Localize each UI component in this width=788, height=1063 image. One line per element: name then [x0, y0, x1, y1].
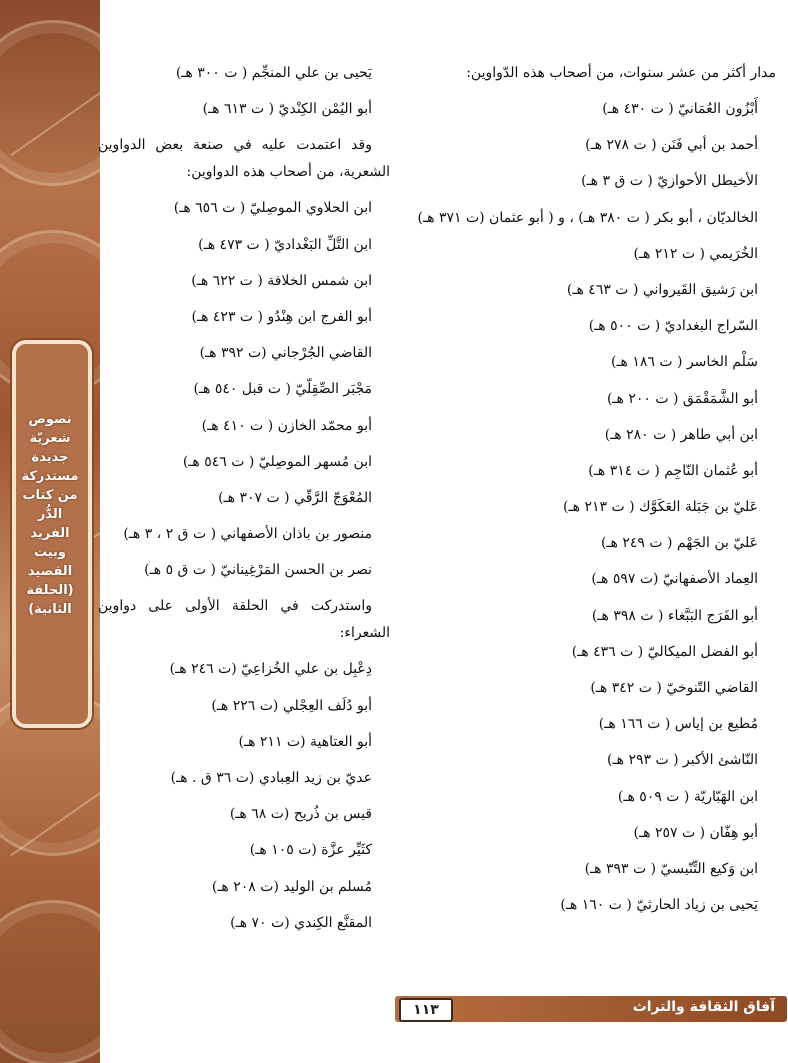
poet-entry: يَحيى بن علي المنجِّم ( ت ٣٠٠ هـ) — [175, 65, 372, 81]
poet-list — [404, 96, 776, 919]
poet-entry: ابن مُسهر الموصِليّ ( ت ٥٤٦ هـ) — [182, 453, 372, 470]
poet-entry: كثَيِّر عزَّة (ت ١٠٥ هـ) — [249, 842, 372, 859]
poet-entry: أبو الفَرَج البَبَّغاء ( ت ٣٩٨ هـ) — [591, 607, 758, 624]
paragraph: وقد اعتمدت عليه في صنعة بعض الدواوين الشعرية، من أصحاب هذه الدواوين: — [98, 137, 390, 181]
section-title-line: من كتاب — [22, 488, 78, 503]
poet-entry: عَليّ بن جَبَلة العَكَوَّك ( ت ٢١٣ هـ) — [563, 499, 758, 516]
poet-list — [98, 195, 390, 584]
section-title-line: مستدركة — [21, 469, 79, 484]
poet-entry: أبو الفضل الميكاليّ ( ت ٤٣٦ هـ) — [571, 643, 758, 660]
poet-entry: مُطيع بن إياس ( ت ١٦٦ هـ) — [598, 716, 758, 733]
intro-paragraph: مدار أكثر من عشر سنوات، من أصحاب هذه الدّواوين: — [466, 65, 776, 81]
section-title-line: القصيد — [27, 564, 73, 579]
poet-list — [98, 656, 390, 936]
poet-entry: أبو هِفّان ( ت ٢٥٧ هـ) — [633, 824, 758, 841]
left-column — [98, 60, 390, 946]
poet-entry: يَحيى بن زياد الحارثيّ ( ت ١٦٠ هـ) — [560, 897, 758, 914]
page-number: ١١٣ — [399, 998, 453, 1022]
poet-entry: المُعْوَجّ الرَّقّي ( ت ٣٠٧ هـ) — [218, 489, 372, 506]
section-title — [16, 410, 84, 619]
section-title-line: وبيت — [33, 545, 67, 560]
poet-entry: نصر بن الحسن المَرْغِينانيّ ( ت ق ٥ هـ) — [144, 562, 372, 579]
poet-entry: العِماد الأصفهانيّ (ت ٥٩٧ هـ) — [591, 571, 758, 588]
poet-entry: أحمد بن أبي فَنَن ( ت ٢٧٨ هـ) — [585, 137, 758, 154]
poet-entry: ابن الهَبّاريّة ( ت ٥٠٩ هـ) — [617, 788, 758, 805]
poet-entry: أبو دُلَف العِجْلي (ت ٢٢٦ هـ) — [211, 697, 372, 714]
poet-entry: منصور بن باذان الأصفهاني ( ت ق ٢ ، ٣ هـ) — [123, 526, 372, 543]
poet-entry: دِعْبِل بن علي الخُزاعِيّ (ت ٢٤٦ هـ) — [169, 661, 372, 678]
section-title-line: نصوص — [28, 412, 72, 427]
poet-entry: المقنَّع الكِندي (ت ٧٠ هـ) — [230, 914, 372, 931]
section-title-line: شعريّة — [29, 431, 71, 446]
poet-entry: عديّ بن زيد العِبادي (ت ٣٦ ق . هـ) — [170, 770, 372, 786]
poet-entry: ابن التَّلِّ البَغْداديّ ( ت ٤٧٣ هـ) — [198, 236, 372, 253]
poet-entry: أبو الشَّمَقْمَق ( ت ٢٠٠ هـ) — [606, 390, 758, 407]
poet-entry: الخُرَيمي ( ت ٢١٢ هـ) — [633, 245, 758, 262]
ornament-medallion — [0, 900, 100, 1063]
poet-entry: النّاشئ الأكبر ( ت ٢٩٣ هـ) — [607, 752, 758, 769]
poet-entry: ابن أبي طاهر ( ت ٢٨٠ هـ) — [604, 426, 758, 443]
poet-entry: أبو محمّد الخازن ( ت ٤١٠ هـ) — [201, 417, 372, 434]
poet-entry: ابن وَكيع التِّنّيسيّ ( ت ٣٩٣ هـ) — [584, 860, 758, 877]
poet-entry: عَليّ بن الجَهْم ( ت ٢٤٩ هـ) — [600, 535, 758, 552]
poet-entry: السّراج البغداديّ ( ت ٥٠٠ هـ) — [588, 318, 758, 335]
poet-entry: ابن الحلاوي الموصِليّ ( ت ٦٥٦ هـ) — [173, 200, 372, 217]
poet-entry: القاضي الجُرْجاني (ت ٣٩٢ هـ) — [199, 345, 372, 362]
poet-entry: القاضي التّنوخيّ ( ت ٣٤٢ هـ) — [590, 680, 758, 696]
poet-entry: ابن رَشيق القَيرواني ( ت ٤٦٣ هـ) — [566, 281, 758, 298]
section-title-line: جديدة — [31, 450, 69, 465]
section-title-line: الثانية) — [28, 602, 72, 617]
poet-entry: مَجْبَر الصِّقِلّيّ ( ت قبل ٥٤٠ هـ) — [193, 381, 372, 398]
poet-entry: أبو عُثمان النّاجِم ( ت ٣١٤ هـ) — [588, 462, 758, 479]
poet-entry: الأخيطل الأحوازيّ ( ت ق ٣ هـ) — [581, 173, 758, 190]
journal-title: آفاق الثقافة والتراث — [632, 999, 775, 1015]
poet-entry: الخالديّان ، أبو بكر ( ت ٣٨٠ هـ) ، و ( أبو عثمان (ت ٣٧١ هـ) — [417, 209, 758, 226]
poet-entry: مُسلم بن الوليد (ت ٢٠٨ هـ) — [211, 878, 372, 895]
section-title-line: الدُّر الفريد — [30, 507, 70, 541]
page-footer — [395, 996, 787, 1022]
poet-entry: أبو اليُمْن الكِنْديّ ( ت ٦١٣ هـ) — [202, 101, 372, 118]
right-column — [404, 60, 776, 928]
poet-entry: أَبْزُون العُمَانيّ ( ت ٤٣٠ هـ) — [602, 101, 758, 117]
poet-list — [98, 60, 390, 123]
poet-entry: ابن شمس الخلافة ( ت ٦٢٢ هـ) — [191, 272, 372, 289]
poet-entry: قيس بن ذُريح (ت ٦٨ هـ) — [229, 806, 372, 823]
poet-entry: سَلْم الخاسر ( ت ١٨٦ هـ) — [610, 354, 758, 371]
poet-entry: أبو العتاهية (ت ٢١١ هـ) — [238, 733, 372, 750]
paragraph: واستدركت في الحلقة الأولى على دواوين الشعراء: — [98, 598, 390, 642]
poet-entry: أبو الفرج ابن هِنْدُو ( ت ٤٢٣ هـ) — [191, 308, 372, 325]
section-title-line: (الحلقة — [26, 583, 74, 598]
